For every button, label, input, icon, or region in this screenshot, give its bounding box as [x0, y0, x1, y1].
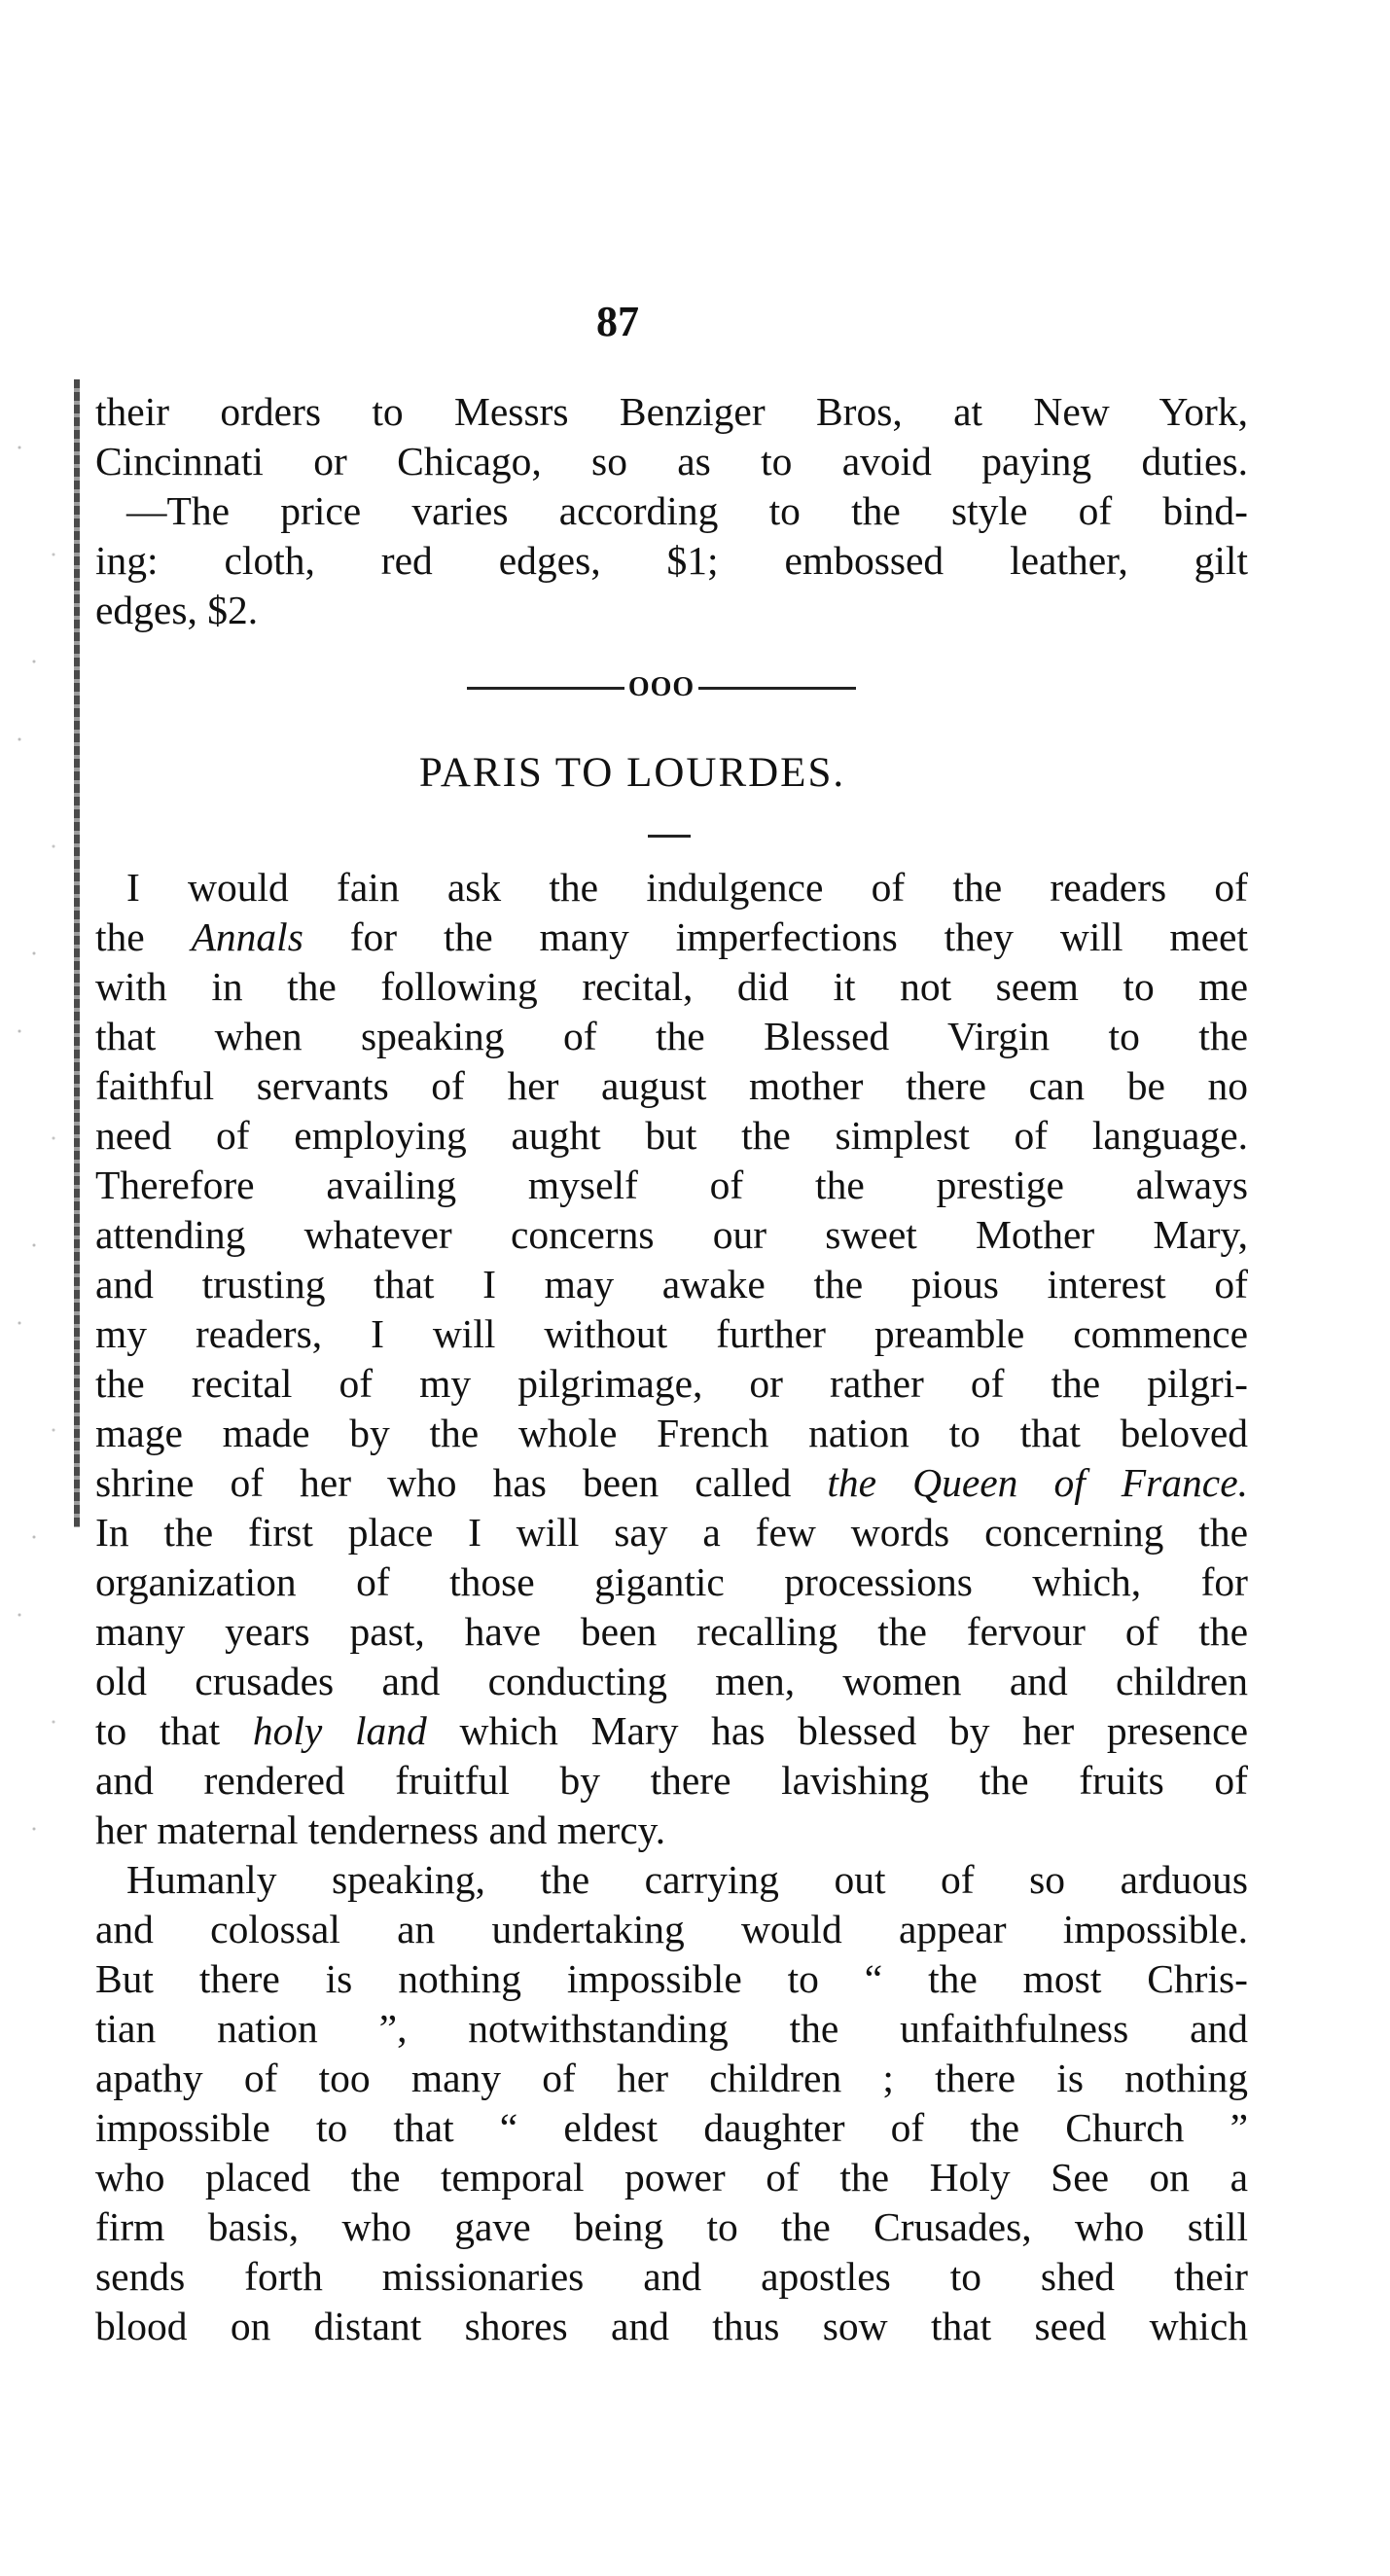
- text-line: Cincinnati or Chicago, so as to avoid paying duties.: [95, 439, 1248, 483]
- scan-gutter-noise: [0, 409, 78, 1868]
- text-line: [95, 912, 1248, 962]
- text-line: blood on distant shores and thus sow that seed which: [95, 2304, 1248, 2348]
- top-paragraph: [95, 387, 1248, 635]
- text-fragment: for the many imperfections they will meet: [303, 914, 1248, 959]
- text-line: with in the following recital, did it not seem to me: [95, 964, 1248, 1009]
- scan-gutter-edge: [74, 379, 80, 1527]
- text-line: —The price varies according to the style of bind-: [126, 488, 1248, 533]
- text-line: In the first place I will say a few words concerning the: [95, 1510, 1248, 1555]
- text-line: organization of those gigantic processions which, for: [95, 1559, 1248, 1604]
- text-line: ing: cloth, red edges, $1; embossed leather, gilt: [95, 538, 1248, 583]
- text-line: her maternal tenderness and mercy.: [95, 1807, 666, 1852]
- text-line: need of employing aught but the simplest of language.: [95, 1113, 1248, 1158]
- text-line: my readers, I will without further preamble commence: [95, 1311, 1248, 1356]
- page-number: 87: [596, 298, 639, 345]
- text-line: their orders to Messrs Benziger Bros, at New York,: [95, 389, 1248, 434]
- section-heading: PARIS TO LOURDES.: [418, 750, 846, 796]
- text-line: I would fain ask the indulgence of the readers of: [126, 865, 1248, 910]
- text-line: and colossal an undertaking would appear impossible.: [95, 1907, 1248, 1951]
- separator-ornament: OOO: [627, 672, 695, 702]
- text-line: faithful servants of her august mother there can be no: [95, 1063, 1248, 1108]
- heading-underline: [648, 835, 691, 838]
- text-line: and trusting that I may awake the pious interest of: [95, 1262, 1248, 1306]
- text-line: [95, 1458, 1248, 1508]
- text-line: Humanly speaking, the carrying out of so arduous: [126, 1857, 1248, 1902]
- italic-phrase: the Queen of France.: [827, 1460, 1248, 1505]
- text-line: impossible to that “ eldest daughter of the Church ”: [95, 2105, 1248, 2150]
- text-line: apathy of too many of her children ; there is nothing: [95, 2056, 1248, 2100]
- text-line: who placed the temporal power of the Holy See on a: [95, 2155, 1248, 2200]
- text-line: edges, $2.: [95, 588, 259, 632]
- text-line: [95, 1706, 1248, 1756]
- text-line: But there is nothing impossible to “ the most Chris-: [95, 1956, 1248, 2001]
- text-line: attending whatever concerns our sweet Mother Mary,: [95, 1212, 1248, 1257]
- text-line: firm basis, who gave being to the Crusades, who still: [95, 2204, 1248, 2249]
- text-line: that when speaking of the Blessed Virgin to the: [95, 1014, 1248, 1058]
- text-fragment: which Mary has blessed by her presence: [426, 1708, 1249, 1753]
- text-fragment: the: [95, 914, 192, 959]
- section-separator: [467, 671, 856, 704]
- text-line: mage made by the whole French nation to that beloved: [95, 1411, 1248, 1455]
- separator-rule-left: [467, 687, 624, 690]
- text-line: Therefore availing myself of the prestige always: [95, 1163, 1248, 1207]
- main-text: [95, 863, 1248, 2351]
- separator-rule-right: [698, 687, 856, 690]
- italic-title: Annals: [191, 914, 303, 959]
- italic-phrase: holy land: [252, 1708, 427, 1753]
- text-line: and rendered fruitful by there lavishing the fruits of: [95, 1758, 1248, 1803]
- text-line: many years past, have been recalling the fervour of the: [95, 1609, 1248, 1654]
- text-line: old crusades and conducting men, women and children: [95, 1659, 1248, 1703]
- text-line: sends forth missionaries and apostles to shed their: [95, 2254, 1248, 2299]
- text-line: the recital of my pilgrimage, or rather of the pilgri-: [95, 1361, 1248, 1406]
- text-fragment: shrine of her who has been called: [95, 1460, 828, 1505]
- text-fragment: to that: [95, 1708, 253, 1753]
- text-line: tian nation ”, notwithstanding the unfaithfulness and: [95, 2006, 1248, 2051]
